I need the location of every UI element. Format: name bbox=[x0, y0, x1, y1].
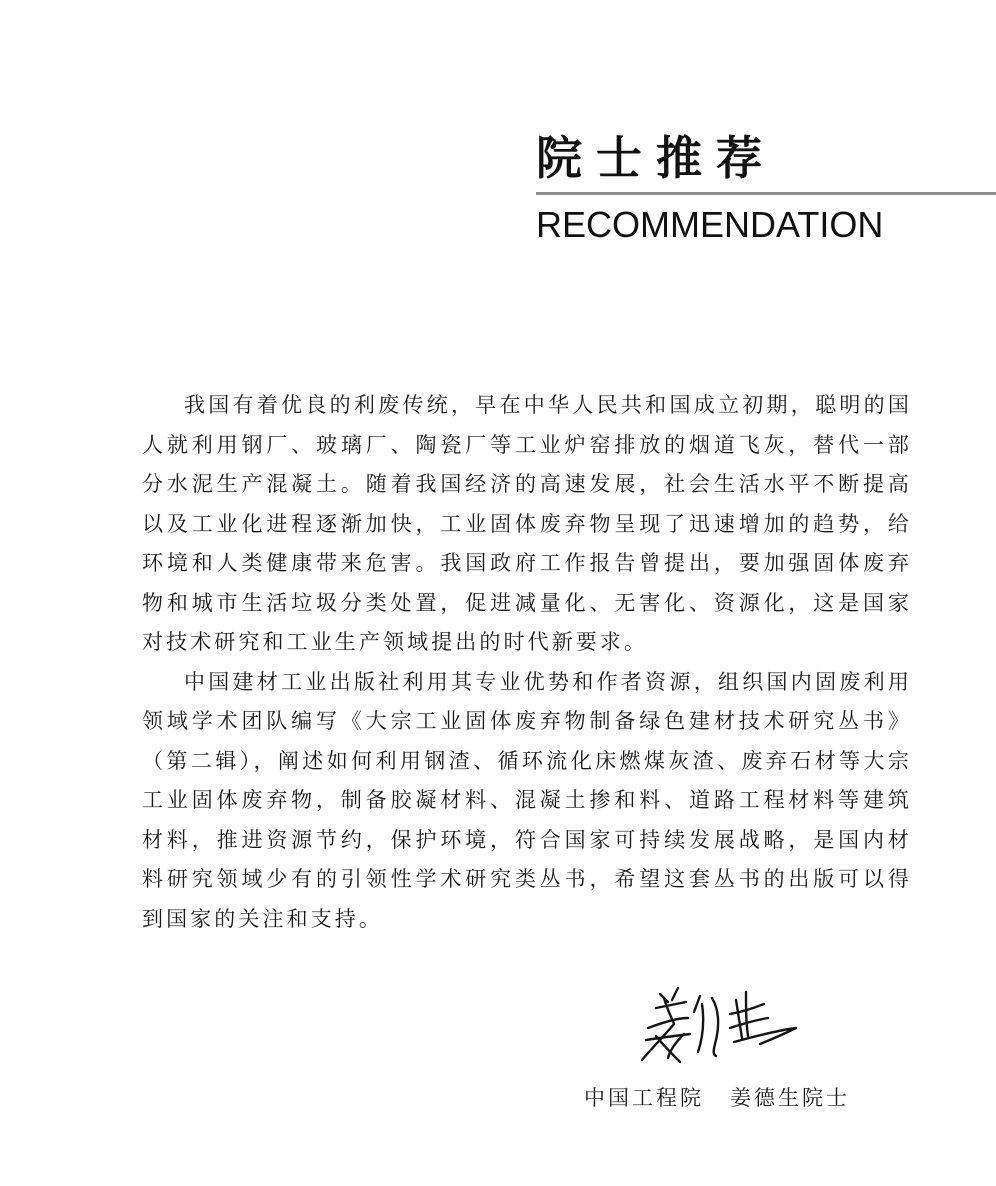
recommendation-body bbox=[142, 386, 912, 939]
paragraph-1: 我国有着优良的利废传统，早在中华人民共和国成立初期，聪明的国人就利用钢厂、玻璃厂、陶瓷厂等工业炉窑排放的烟道飞灰，替代一部分水泥生产混凝土。随着我国经济的高速发展，社会生活水平不断提高以及工业化进程逐渐加快，工业固体废弃物呈现了迅速增加的趋势，给环境和人类健康带来危害。我国政府工作报告曾提出，要加强固体废弃物和城市生活垃圾分类处置，促进减量化、无害化、资源化，这是国家对技术研究和工业生产领域提出的时代新要求。 bbox=[142, 393, 912, 654]
paragraph-2: 中国建材工业出版社利用其专业优势和作者资源，组织国内固废利用领域学术团队编写《大宗工业固体废弃物制备绿色建材技术研究丛书》（第二辑），阐述如何利用钢渣、循环流化床燃煤灰渣、废弃石材等大宗工业固体废弃物，制备胶凝材料、混凝土掺和料、道路工程材料等建筑材料，推进资源节约，保护环境，符合国家可持续发展战略，是国内材料研究领域少有的引领性学术研究类丛书，希望这套丛书的出版可以得到国家的关注和支持。 bbox=[142, 669, 912, 931]
author-institution: 中国工程院 bbox=[584, 1086, 704, 1110]
page-title: 院士推荐 bbox=[536, 131, 776, 185]
page-subtitle: RECOMMENDATION bbox=[536, 204, 884, 245]
handwritten-signature bbox=[634, 978, 804, 1073]
author-name: 姜德生院士 bbox=[730, 1086, 850, 1110]
page-header bbox=[536, 128, 996, 247]
author-attribution bbox=[584, 1082, 850, 1114]
title-divider bbox=[536, 192, 996, 195]
